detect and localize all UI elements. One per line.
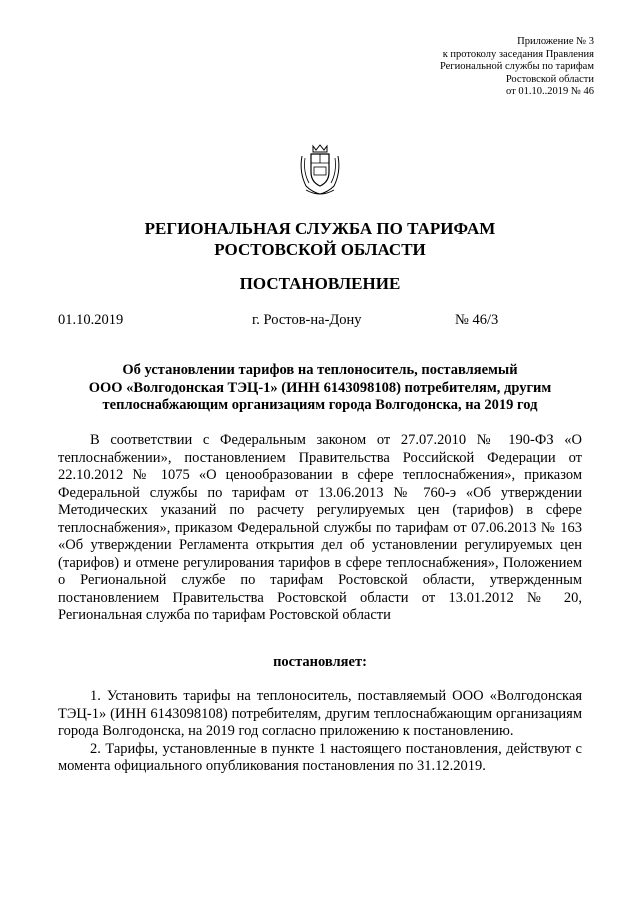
decree-subject-line: ООО «Волгодонская ТЭЦ-1» (ИНН 6143098108) потребителям, другим — [88, 379, 552, 396]
organization-title-line: РОСТОВСКОЙ ОБЛАСТИ — [214, 240, 426, 259]
document-type: ПОСТАНОВЛЕНИЕ — [239, 274, 401, 293]
resolves-heading: постановляет: — [273, 654, 367, 670]
appendix-line: Ростовской области — [505, 73, 594, 85]
decree-date: 01.10.2019 — [58, 312, 124, 328]
decree-subject — [58, 362, 582, 415]
organization-title-line: РЕГИОНАЛЬНАЯ СЛУЖБА ПО ТАРИФАМ — [144, 219, 496, 238]
decree-city: г. Ростов-на-Дону — [252, 312, 362, 328]
decree-item: 1. Установить тарифы на теплоноситель, поставляемый ООО «Волгодонская ТЭЦ-1» (ИНН 6143098108) потребителям, другим теплоснабжающим организациям города Волгодонска, на 2019 год согласно приложению к постановлению. — [58, 688, 582, 739]
decree-subject-line: теплоснабжающим организациям города Волгодонска, на 2019 год — [102, 397, 538, 413]
appendix-line: от 01.10..2019 № 46 — [506, 86, 594, 97]
preamble-paragraph — [58, 432, 582, 625]
decree-items — [58, 688, 582, 776]
preamble-text: В соответствии с Федеральным законом от 27.07.2010 № 190-ФЗ «О теплоснабжении», постановлением Правительства Российской Федерации от 22.10.2012 № 1075 «О ценообразовании в сфере теплоснабжения», приказом Федеральной службы по тарифам от 13.06.2013 № 760-э «Об утверждении Методических указаний по расчету регулируемых цен (тарифов) в сфере теплоснабжения», приказом Федеральной службы по тарифам от 07.06.2013 № 163 «Об утверждении Регламента открытия дел об установлении регулируемых цен (тарифов) и отмене регулирования тарифов в сфере теплоснабжения», Положением о Региональной службе по тарифам Ростовской области, утвержденным постановлением Правительства Ростовской области от 13.01.2012 № 20, Региональная служба по тарифам Ростовской области — [58, 432, 582, 623]
organization-title — [60, 218, 580, 260]
appendix-line: Приложение № 3 — [517, 36, 594, 47]
decree-subject-line: Об установлении тарифов на теплоноситель, поставляемый — [122, 362, 518, 378]
appendix-note — [334, 36, 594, 99]
decree-number: № 46/3 — [455, 312, 499, 328]
appendix-line: Региональной службы по тарифам — [439, 61, 594, 72]
decree-item: 2. Тарифы, установленные в пункте 1 настоящего постановления, действуют с момента официального опубликования постановления по 31.12.2019. — [58, 740, 582, 774]
appendix-line: к протоколу заседания Правления — [442, 48, 594, 60]
coat-of-arms-icon — [296, 142, 344, 198]
